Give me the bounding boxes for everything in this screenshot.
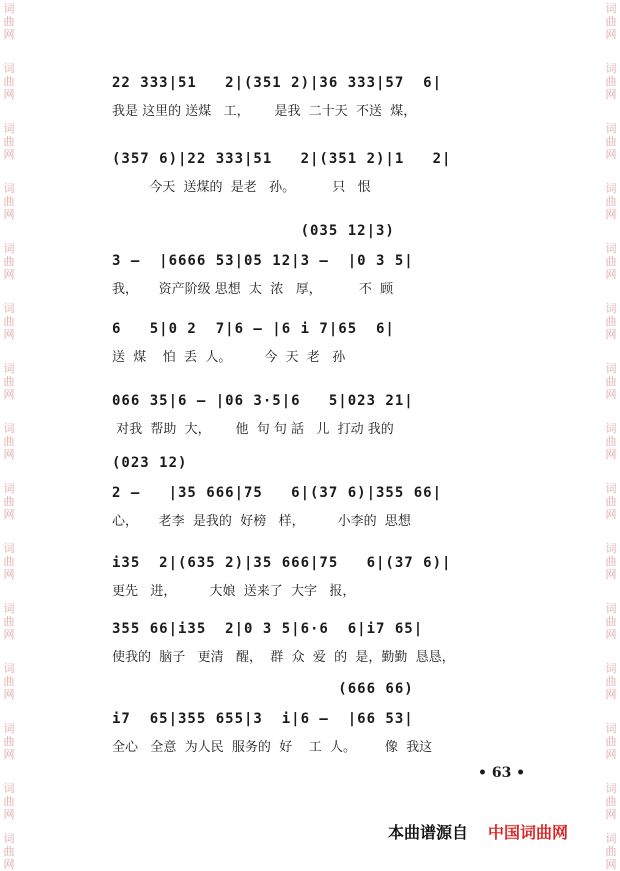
watermark-text: 词 曲 网 bbox=[605, 122, 617, 161]
watermark-text: 词 曲 网 bbox=[3, 722, 15, 761]
lyrics-line: 心， 老李 是我的 好榜 样， 小李的 思想 bbox=[112, 514, 411, 529]
watermark-text: 词 曲 网 bbox=[605, 722, 617, 761]
watermark-text: 词 曲 网 bbox=[3, 62, 15, 101]
watermark-text: 词 曲 网 bbox=[605, 602, 617, 641]
watermark-text: 词 曲 网 bbox=[605, 362, 617, 401]
watermark-text: 词 曲 网 bbox=[3, 182, 15, 221]
watermark-text: 词 曲 网 bbox=[605, 832, 617, 871]
watermark-text: 词 曲 网 bbox=[3, 782, 15, 821]
source-site-link[interactable]: 中国词曲网 bbox=[488, 823, 569, 842]
watermark-text: 词 曲 网 bbox=[605, 2, 617, 41]
notation-prefix: (666 66) bbox=[112, 681, 414, 697]
notation-line: 2 — |35 666|75 6|(37 6)|355 66| bbox=[112, 485, 443, 501]
watermark-text: 词 曲 网 bbox=[605, 302, 617, 341]
watermark-text: 词 曲 网 bbox=[605, 542, 617, 581]
notation-line: 066 35|6 — |06 3·5|6 5|023 21| bbox=[112, 393, 414, 409]
lyrics-line: 我是 这里的 送煤 工， 是我 二十天 不送 煤， bbox=[112, 104, 417, 119]
watermark-text: 词 曲 网 bbox=[3, 302, 15, 341]
watermark-text: 词 曲 网 bbox=[605, 782, 617, 821]
notation-line: 355 66|i35 2|0 3 5|6·6 6|i7 65| bbox=[112, 621, 424, 637]
lyrics-line: 送 煤 怕 丢 人。 今 天 老 孙 bbox=[112, 350, 346, 365]
lyrics-line: 全心 全意 为人民 服务的 好 工 人。 像 我这 bbox=[112, 740, 433, 755]
watermark-text: 词 曲 网 bbox=[3, 242, 15, 281]
watermark-text: 词 曲 网 bbox=[605, 182, 617, 221]
watermark-text: 词 曲 网 bbox=[3, 122, 15, 161]
notation-line: (357 6)|22 333|51 2|(351 2)|1 2| bbox=[112, 151, 452, 167]
notation-line: 6 5|0 2 7|6 — |6 i 7|65 6| bbox=[112, 321, 395, 337]
source-footer bbox=[388, 820, 568, 843]
watermark-text: 词 曲 网 bbox=[3, 422, 15, 461]
watermark-text: 词 曲 网 bbox=[3, 602, 15, 641]
watermark-text: 词 曲 网 bbox=[605, 482, 617, 521]
watermark-text: 词 曲 网 bbox=[605, 242, 617, 281]
source-label: 本曲谱源自 bbox=[388, 823, 469, 842]
notation-line: i7 65|355 655|3 i|6 — |66 53| bbox=[112, 711, 414, 727]
watermark-text: 词 曲 网 bbox=[3, 662, 15, 701]
watermark-right bbox=[602, 0, 620, 870]
watermark-text: 词 曲 网 bbox=[3, 482, 15, 521]
lyrics-line: 使我的 脑子 更清 醒， 群 众 爱 的 是，勤勤 恳恳， bbox=[112, 650, 455, 665]
lyrics-line: 对我 帮助 大， 他 句 句 話 儿 打动 我的 bbox=[112, 422, 394, 437]
notation-prefix: (035 12|3) bbox=[112, 223, 395, 239]
lyrics-line: 更先 进， 大娘 送来了 大字 报， bbox=[112, 584, 356, 599]
watermark-left bbox=[0, 0, 18, 870]
lyrics-line: 我， 资产阶级 思想 太 浓 厚， 不 顾 bbox=[112, 282, 394, 297]
notation-prefix: (023 12) bbox=[112, 455, 188, 471]
watermark-text: 词 曲 网 bbox=[3, 362, 15, 401]
notation-line: 3 — |6666 53|05 12|3 — |0 3 5| bbox=[112, 253, 414, 269]
notation-line: 22 333|51 2|(351 2)|36 333|57 6| bbox=[112, 75, 443, 91]
watermark-text: 词 曲 网 bbox=[3, 832, 15, 871]
watermark-text: 词 曲 网 bbox=[605, 422, 617, 461]
watermark-text: 词 曲 网 bbox=[3, 542, 15, 581]
page-number: • 63 • bbox=[478, 765, 526, 781]
notation-line: i35 2|(635 2)|35 666|75 6|(37 6)| bbox=[112, 555, 452, 571]
lyrics-line: 今天 送煤的 是老 孙。 只 恨 bbox=[112, 180, 371, 195]
watermark-text: 词 曲 网 bbox=[605, 62, 617, 101]
watermark-text: 词 曲 网 bbox=[3, 2, 15, 41]
watermark-text: 词 曲 网 bbox=[605, 662, 617, 701]
